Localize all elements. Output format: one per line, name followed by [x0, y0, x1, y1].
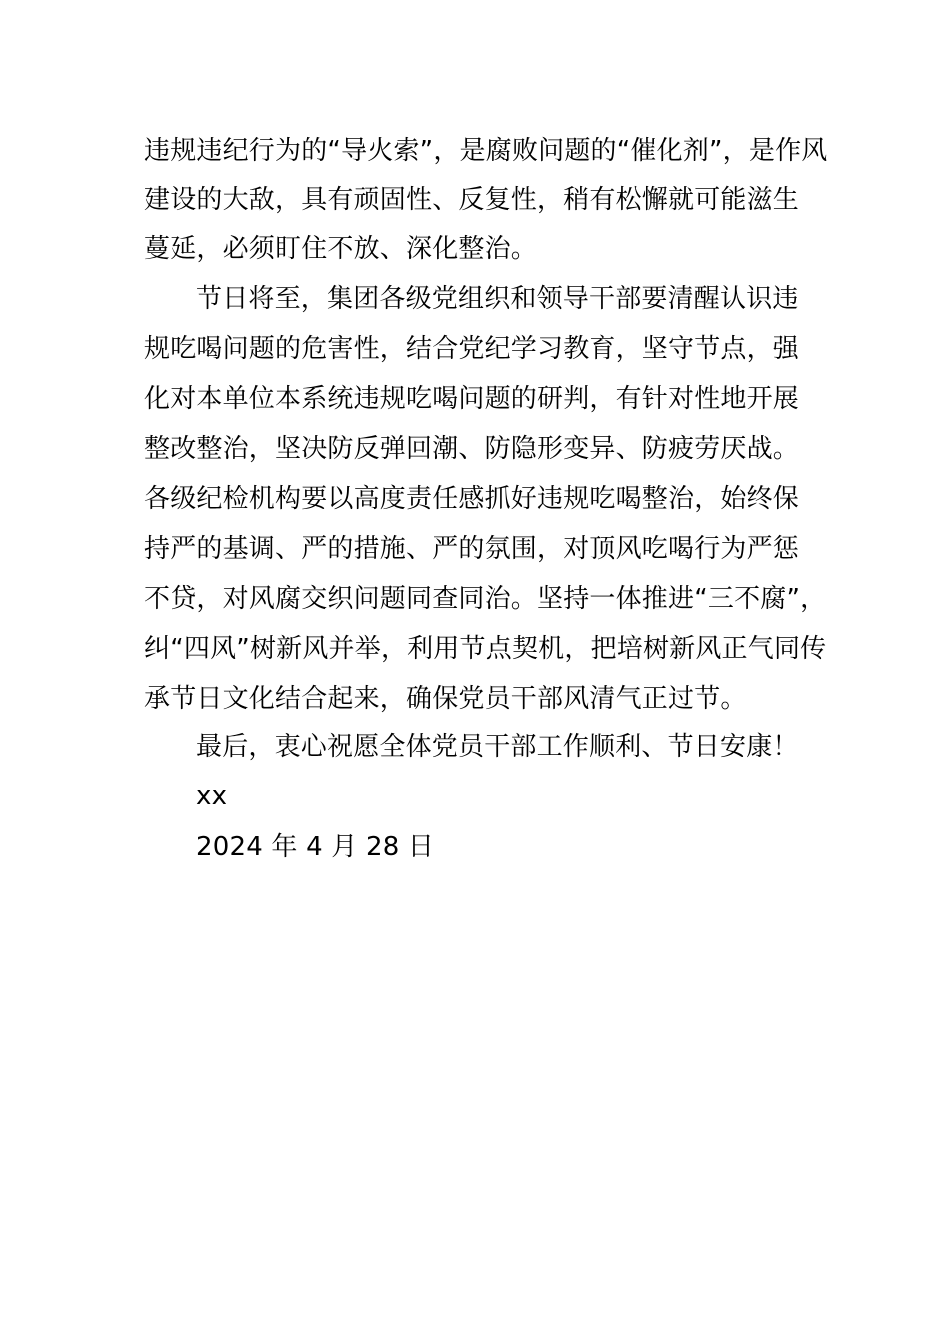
paragraph-line: 整改整治，坚决防反弹回潮、防隐形变异、防疲劳厌战。 — [144, 434, 800, 464]
paragraph-line: 各级纪检机构要以高度责任感抓好违规吃喝整治，始终保 — [144, 484, 800, 514]
paragraph-line: 化对本单位本系统违规吃喝问题的研判，有针对性地开展 — [144, 384, 800, 414]
signature: xx — [196, 781, 228, 811]
closing-wishes: 最后，衷心祝愿全体党员干部工作顺利、节日安康！ — [196, 732, 799, 762]
paragraph-line: 不贷，对风腐交织问题同查同治。坚持一体推进“三不腐”， — [144, 584, 827, 614]
paragraph-line: 建设的大敌，具有顽固性、反复性，稍有松懈就可能滋生 — [144, 185, 800, 215]
paragraph-line: 蔓延，必须盯住不放、深化整治。 — [144, 234, 538, 264]
paragraph-line: 承节日文化结合起来，确保党员干部风清气正过节。 — [144, 684, 747, 714]
paragraph-line: 节日将至，集团各级党组织和领导干部要清醒认识违 — [196, 284, 799, 314]
paragraph-line: 规吃喝问题的危害性，结合党纪学习教育，坚守节点，强 — [144, 334, 800, 364]
document-date: 2024 年 4 月 28 日 — [196, 832, 435, 862]
paragraph-line: 纠“四风”树新风并举，利用节点契机，把培树新风正气同传 — [144, 634, 827, 664]
paragraph-line: 违规违纪行为的“导火索”，是腐败问题的“催化剂”，是作风 — [144, 136, 828, 166]
paragraph-line: 持严的基调、严的措施、严的氛围，对顶风吃喝行为严惩 — [144, 534, 800, 564]
